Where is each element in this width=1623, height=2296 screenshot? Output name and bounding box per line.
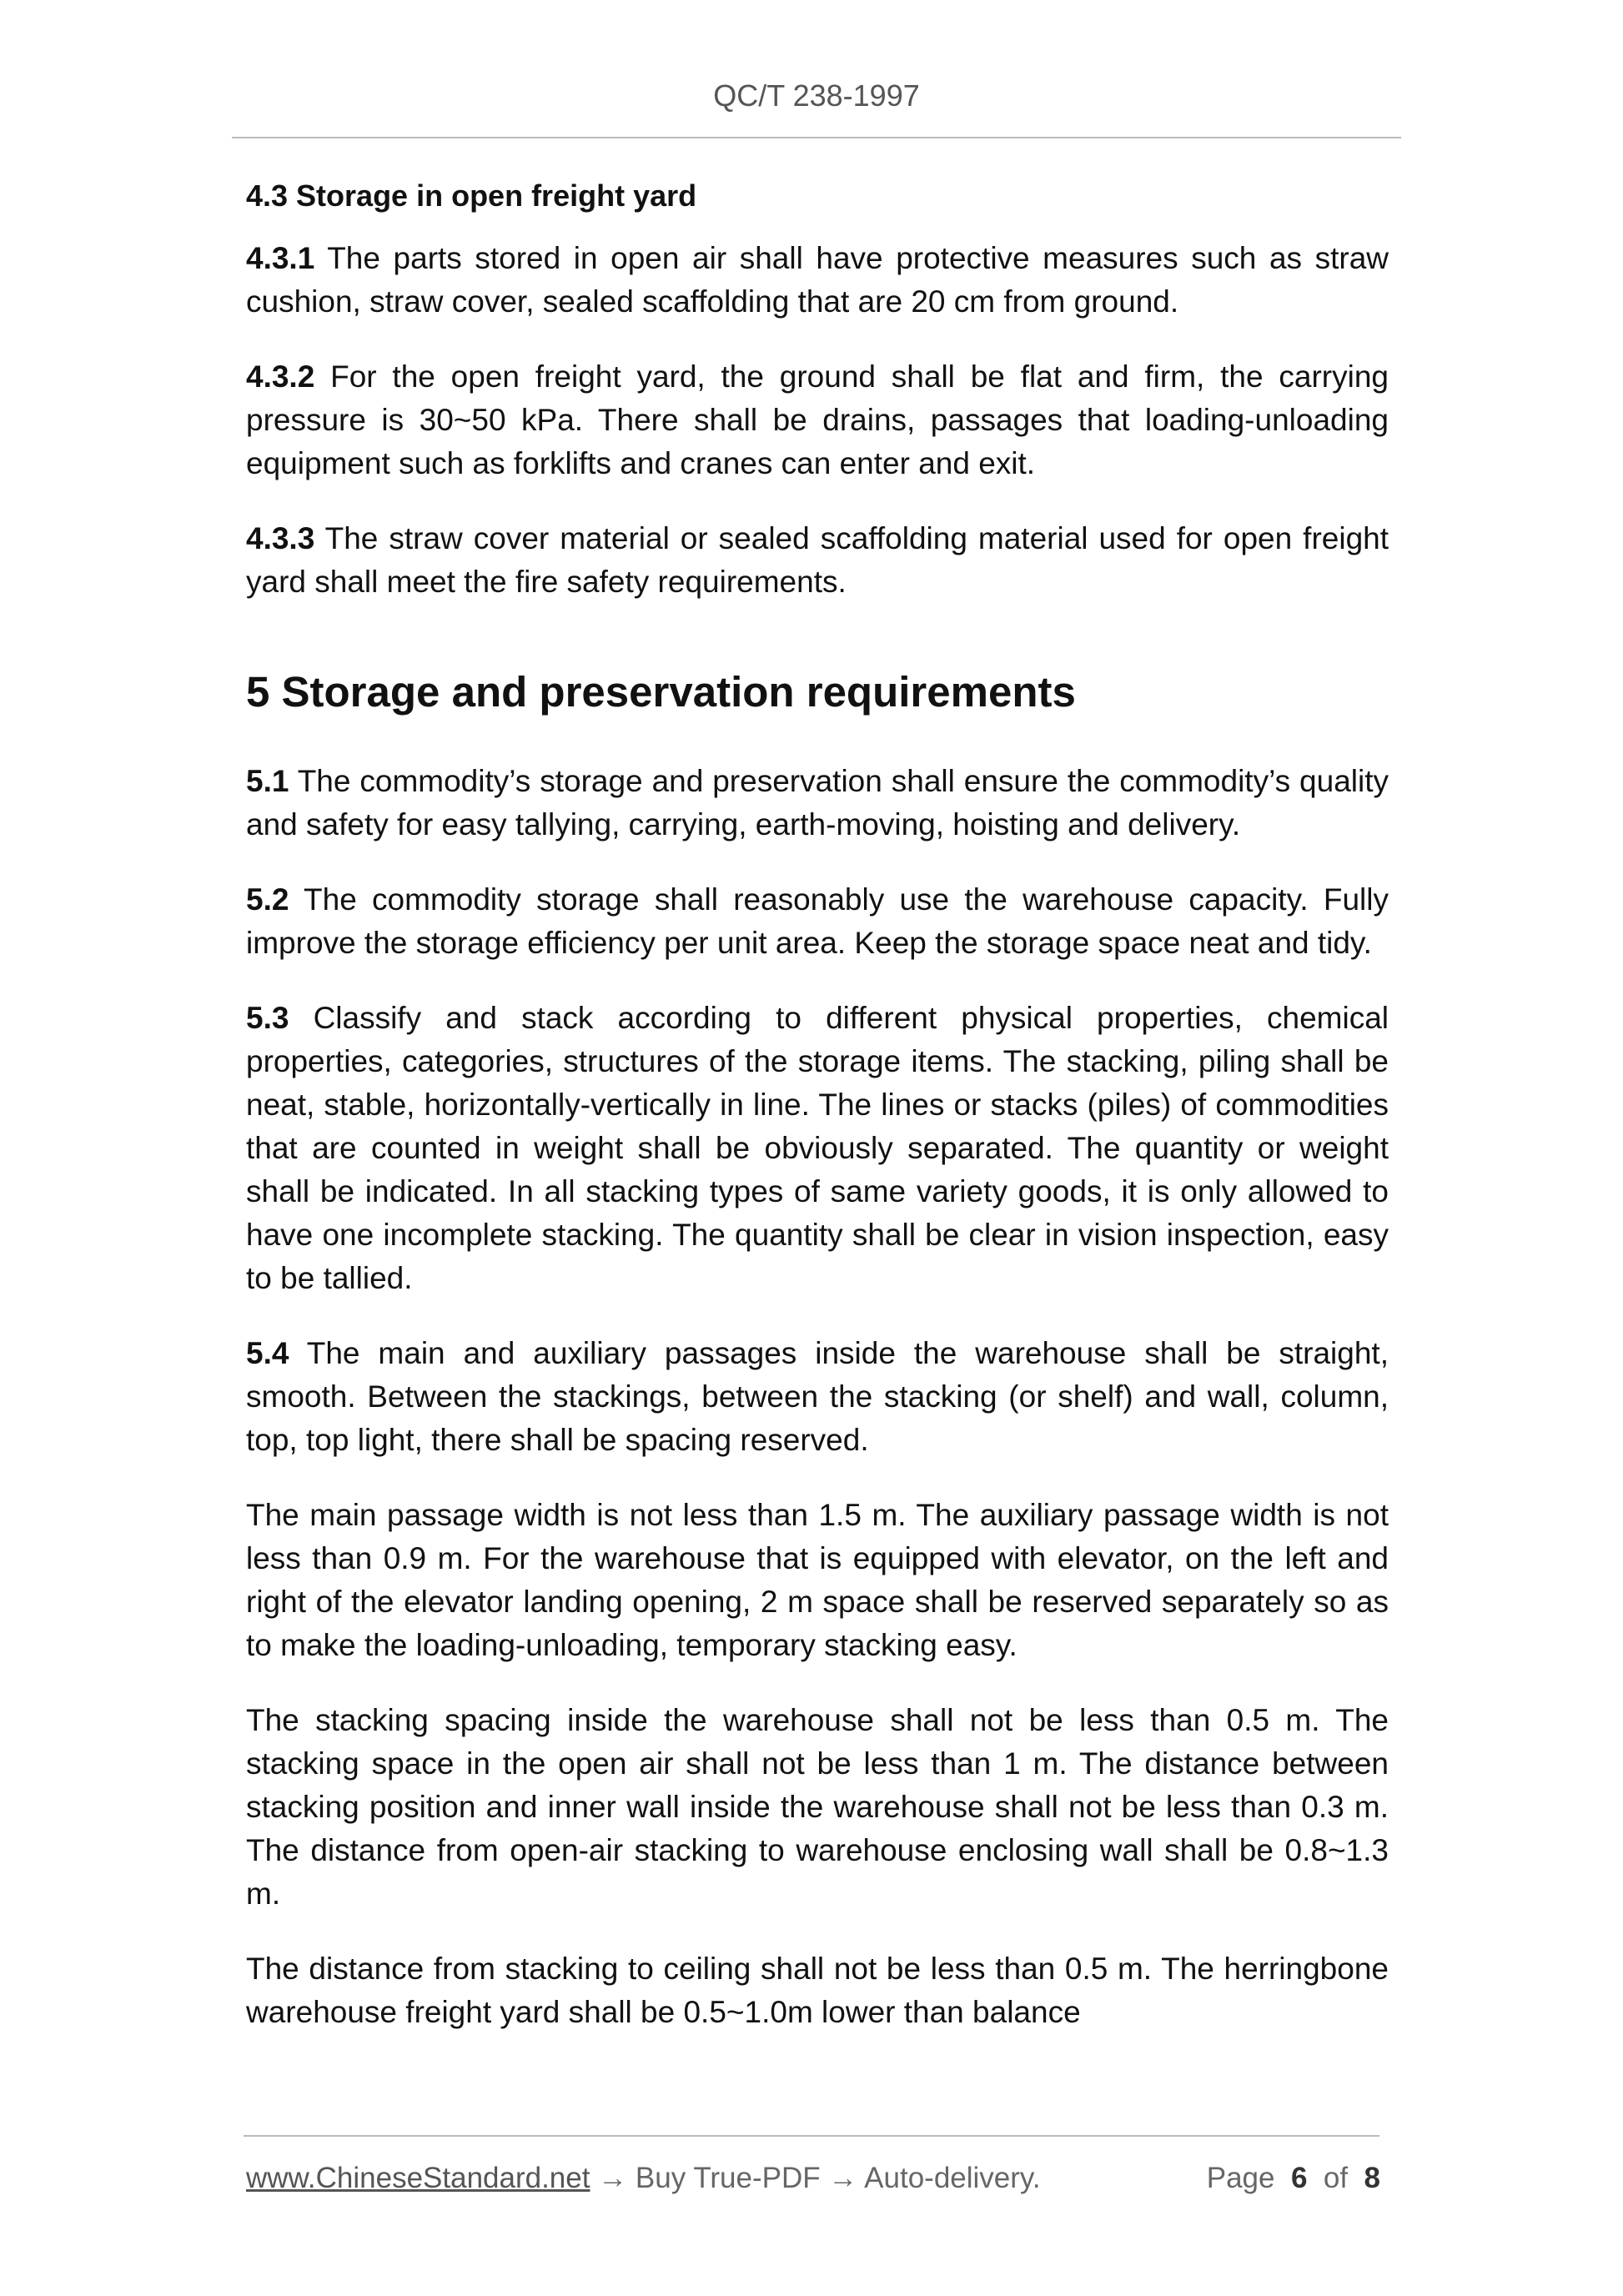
- page-label: Page: [1206, 2162, 1275, 2194]
- clause-number: 4.3.3: [246, 521, 315, 555]
- clause-text: For the open freight yard, the ground shall be flat and firm, the carrying pressure is 30~50 kPa. There shall be drains, passages that loading-unloading equipment such as forklifts and cranes can enter and exit.: [246, 359, 1389, 480]
- clause-5-1: [246, 760, 1389, 847]
- clause-number: 5.3: [246, 1001, 289, 1035]
- clause-text: The main and auxiliary passages inside the warehouse shall be straight, smooth. Between the stackings, between the stacking (or shelf) and wall, column, top, top light, there shall be spacing reserved.: [246, 1336, 1389, 1457]
- section-heading-4-3: 4.3 Storage in open freight yard: [246, 178, 697, 213]
- clause-text: The parts stored in open air shall have protective measures such as straw cushion, straw cover, sealed scaffolding that are 20 cm from ground.: [246, 241, 1389, 319]
- clause-number: 5.2: [246, 882, 289, 917]
- clause-5-3: [246, 997, 1389, 1300]
- total-pages-number: 8: [1364, 2162, 1380, 2194]
- paragraph-stacking-spacing: The stacking spacing inside the warehouse shall not be less than 0.5 m. The stacking space in the open air shall not be less than 1 m. The distance between stacking position and inner wall inside the warehouse shall not be less than 0.3 m. The distance from open-air stacking to warehouse enclosing wall shall be 0.8~1.3 m.: [246, 1703, 1389, 1911]
- footer-divider: [244, 2135, 1379, 2137]
- website-link[interactable]: www.ChineseStandard.net: [246, 2162, 590, 2194]
- clause-number: 5.4: [246, 1336, 289, 1370]
- document-body: [246, 172, 1389, 2066]
- of-label: of: [1323, 2162, 1349, 2194]
- page-indicator: [1207, 2162, 1380, 2195]
- clause-4-3-3: [246, 517, 1389, 604]
- clause-number: 5.1: [246, 764, 289, 798]
- paragraph-ceiling-distance: The distance from stacking to ceiling shall not be less than 0.5 m. The herringbone warehouse freight yard shall be 0.5~1.0m lower than balance: [246, 1952, 1389, 2029]
- clause-4-3-2: [246, 355, 1389, 485]
- clause-text: Classify and stack according to different physical properties, chemical properties, categories, structures of the storage items. The stacking, piling shall be neat, stable, horizontally-vertically in line. The lines or stacks (piles) of commodities that are counted in weight shall be obviously separated. The quantity or weight shall be indicated. In all stacking types of same variety goods, it is only allowed to have one incomplete stacking. The quantity shall be clear in vision inspection, easy to be tallied.: [246, 1001, 1389, 1295]
- promo-text: → Buy True-PDF → Auto-delivery.: [590, 2162, 1041, 2194]
- chapter-heading-5: 5 Storage and preservation requirements: [246, 668, 1076, 716]
- clause-4-3-1: [246, 237, 1389, 324]
- document-code-header: QC/T 238-1997: [713, 78, 920, 113]
- clause-5-2: [246, 878, 1389, 965]
- header-divider: [232, 137, 1401, 138]
- clause-number: 4.3.1: [246, 241, 315, 275]
- clause-text: The commodity’s storage and preservation shall ensure the commodity’s quality and safety for easy tallying, carrying, earth-moving, hoisting and delivery.: [246, 764, 1389, 842]
- clause-text: The commodity storage shall reasonably use the warehouse capacity. Fully improve the storage efficiency per unit area. Keep the storage space neat and tidy.: [246, 882, 1389, 960]
- clause-number: 4.3.2: [246, 359, 315, 394]
- current-page-number: 6: [1290, 2162, 1308, 2194]
- clause-5-4: [246, 1332, 1389, 1462]
- footer-promo: [246, 2162, 1041, 2195]
- paragraph-main-passage: The main passage width is not less than 1.5 m. The auxiliary passage width is not less than 0.9 m. For the warehouse that is equipped with elevator, on the left and right of the elevator landing opening, 2 m space shall be reserved separately so as to make the loading-unloading, temporary stacking easy.: [246, 1498, 1389, 1662]
- clause-text: The straw cover material or sealed scaffolding material used for open freight yard shall meet the fire safety requirements.: [246, 521, 1389, 599]
